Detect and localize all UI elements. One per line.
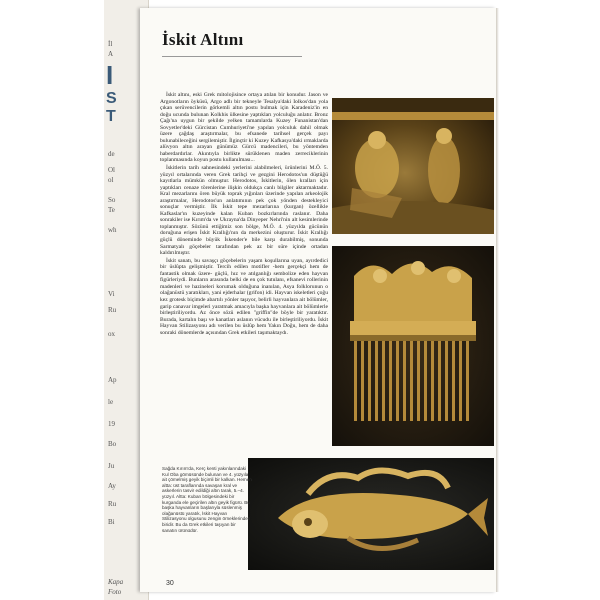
under-fragment: Ru: [108, 306, 117, 314]
under-fragment: de: [108, 150, 115, 158]
gold-comb-photo: [332, 246, 494, 446]
under-fragment: Ay: [108, 482, 116, 490]
under-fragment: le: [108, 398, 114, 406]
page-edge: [496, 8, 499, 592]
under-fragment: Ru: [108, 500, 117, 508]
under-fragment: Ol: [108, 166, 115, 174]
magazine-page: [140, 8, 496, 592]
under-fragment: Bi: [108, 518, 115, 526]
under-fragment: So: [108, 196, 116, 204]
gold-stag-illustration: [248, 458, 494, 570]
under-fragment: Vi: [108, 290, 115, 298]
under-fragment: wh: [108, 226, 117, 234]
under-fragment: Ju: [108, 462, 115, 470]
page-title: İskit Altını: [162, 30, 244, 49]
under-fragment: I: [106, 60, 114, 90]
gold-vessel-illustration: [332, 98, 494, 234]
under-fragment: Te: [108, 206, 115, 214]
under-fragment: T: [106, 108, 116, 125]
under-fragment: Bo: [108, 440, 117, 448]
article-body: [160, 92, 328, 337]
under-fragment: S: [106, 90, 117, 107]
under-fragment: Ap: [108, 376, 117, 384]
gold-comb-illustration: [332, 246, 494, 446]
image-caption: Sağda Kırım'da, Kerç kenti yakınlarındaki Kul Oba gömüsünde bulunan ve 4. yüzyıla ait çömelmiş geyik biçimli bir kalkan. Hemen altta: üst taraflarında savaşan kral ve askerlerin tasvir edildiği altın tarak, 5.–4. yüzyıl. Altta: Kuban bölgesindeki bir kurganda ele geçirilen altın geyik figürü. Bu başka hayvanların başlarıyla süslenmiş olağanüstü yaratık, İskit Hayvan Stilizasyonu olgusunu zengin örneklerinden biridir. Bu da Grek etkileri taşıyan bir sanatın ürünüdür.: [162, 466, 252, 533]
under-fragment: ol: [108, 176, 114, 184]
article-paragraph: İskitlerin tarih sahnesindeki yerlerini alabilmeleri, ürünlerini M.Ö. 5. yüzyıl ortalarında veren Grek tarihçi ve gezgini Herodotos'un düştüğü kayıtlarla mümkün olmuştur. Herodotos, İskitlerin, ölen kralları için yaptıkları cenaze törenlerine ilişkin oldukça canlı bilgiler aktarmaktadır. Kral mezarlarını ören büyük toprak yığınları üzerinde yapılan arkeolojik araştırmalar, Herodotos'un anlatımının pek çok yönden destekleyici sonuçlar vermiştir. İlk İskit tepe mezarlarına (kurgan) özellikle Kafkaslar'ın kuzeyinde kalan Kuban bozkırlarında raslanır. Daha sonrakiler ise Kırım'da ve Ukrayna'da Dinyeper Nehri'nin alt kesimlerinde toplanmıştır. Sözünü ettiğimiz son bölge, M.Ö. 4. yüzyılda gücünün doruğuna erişen İskit Krallığı'nın da merkezini oluşturur. İskit Krallığı güçlü döneminde büyük İskender'e bile karşı durabilmiş, sonunda Sarmatyalı göçebeler tarafından pek az bir süre içinde ortadan kaldırılmıştır.: [160, 165, 328, 257]
gold-vessel-photo: [332, 98, 494, 234]
article-paragraph: İskit altını, eski Grek mitolojisince ortaya atılan bir konudur. Jason ve Argonotların öyküsü, Argo adlı bir tekneyle Tesalya'daki Iolkos'dan yola çıkan serüvencilerin görkemli altın postu bulmak için Karadeniz'in en doğu ucunda bulunan Kolkhis ülkesine yaptıkları yolculuğu anlatır. Bronz Çağı'na uygun bir şekilde yelken tamamlarda Kuzey Funanistan'dan Sovyetler'deki Gürcistan Cumhuriyeti'ne yapılan yolculuk dahil olmak üzere çağdaş araştırmalar, bu efsanede tarihsel gerçek payı bulunabileceğini sergilemiştir. İlginçtir ki Kuzey Kafkasya'daki ırmaklarda alüvyon altın arayan günümüz Gürcü madencileri, bu yöntemden haberdardırlar. Akıntıyla birlikte sürüklenen maden zerreciklerinin toplanmasında koyun postu kullanılması...: [160, 92, 328, 164]
article-paragraph: İskit sanatı, bu savaşçı göçebelerin yaşam koşullarına uyan, ayırdedici bir üslûpta gelişmiştir. Tercih edilen motifler -hem gerçekçi hem de fantastik olmak üzere- güçlü, hız ve atılganlığı sembolize eden hayvan figürleriydi. Bunların arasında belki de en çok tutulanı, efsanevi rollerinin madenleri ve hazineleri korumak olduğuna inanılan, Asya folklorunun o olağanüstü yaratıkları, yani ejderhalar (grifon) idi. Hayvan iskeletleri çoğu kez grotesk biçimde abartılı yönler taşıyor, belirli hayvanlara ait bölümler, garip canavar imgeleri yaratmak amacıyla başka hayvanlara ait bölümlerle birleştiriliyordu. Az önce sözü edilen "griffin"de böyle bir yaratıktır. Burada, kartalın başı ve kanatları aslanın vücudu ile birleştiriliyordu. İskit Hayvan Stilizasyonu adı verilen bu üslûp hem Yakın Doğu, hem de daha sonraki dönemlerde açısından Grek etkileri taşımaktaydı.: [160, 257, 328, 336]
under-fragment: Foto: [108, 588, 122, 596]
under-fragment: İl: [108, 40, 113, 48]
page-number: 30: [166, 580, 174, 587]
under-fragment: ox: [108, 330, 115, 338]
under-fragment: Kapa: [108, 578, 124, 586]
title-rule: [162, 56, 302, 57]
under-fragment: A: [108, 50, 114, 58]
under-fragment: 19: [108, 420, 115, 428]
gold-stag-photo: [248, 458, 494, 570]
